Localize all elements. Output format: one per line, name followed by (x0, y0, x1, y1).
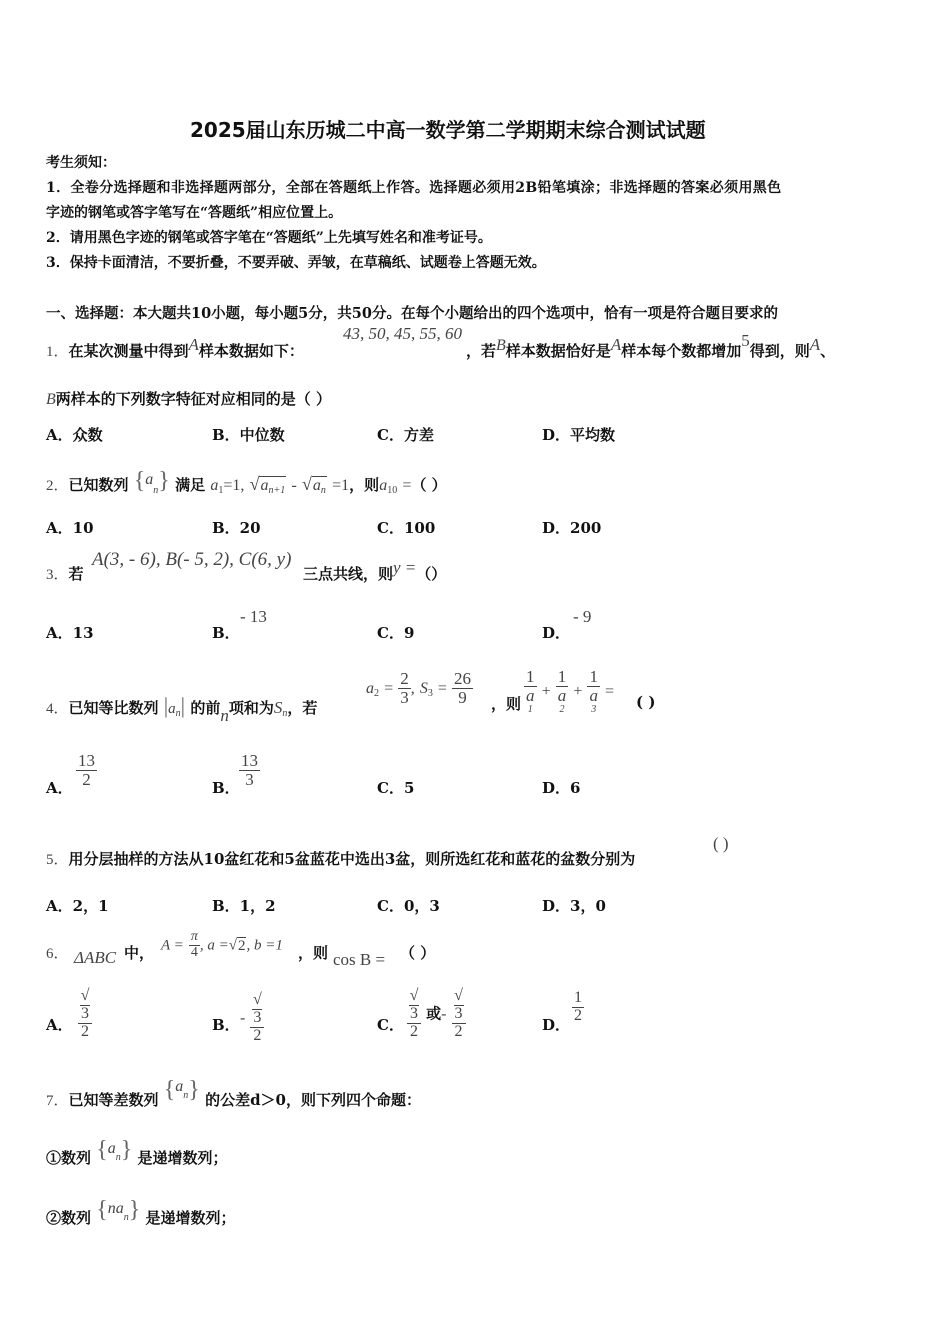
q1-option-b[interactable]: B．中位数 (212, 426, 285, 444)
q1-option-a[interactable]: A．众数 (46, 426, 103, 444)
q7-proposition-2: ②数列 $\{na^n\}$ 是递增数列； (46, 1197, 236, 1227)
q6-then: ，则 (298, 944, 329, 962)
q1-option-d[interactable]: D．平均数 (542, 426, 616, 444)
q3-option-c[interactable]: C．9 (377, 624, 415, 642)
q6-triangle: ΔABC (74, 948, 117, 967)
q5-option-c[interactable]: C．0，3 (377, 897, 440, 915)
q4-then: ，则 (491, 695, 522, 713)
q5-paren: ( ) (713, 834, 729, 853)
notice-item-1: 1．全卷分选择题和非选择题两部分，全部在答题纸上作答。选择题必须用2B铅笔填涂；非选择题的答案必须用黑色 (46, 180, 782, 196)
question-3-cont: 三点共线，则y =（） (303, 558, 447, 583)
question-1-cont: ，若B样本数据恰好是A样本每个数都增加5得到，则A、 (466, 331, 836, 360)
q6-option-b[interactable]: B． (212, 1016, 240, 1034)
question-1: 1．在某次测量中得到A样本数据如下： (46, 335, 304, 360)
q4-option-d[interactable]: D．6 (542, 779, 581, 797)
question-5: 5．用分层抽样的方法从10盆红花和5盆蓝花中选出3盆，则所选红花和蓝花的盆数分别为 (46, 850, 636, 868)
notice-item-2: 2．请用黑色字迹的钢笔或答字笔在“答题纸”上先填写姓名和准考证号。 (46, 230, 492, 246)
q7-proposition-1: ①数列 $\{a^n\}$ 是递增数列； (46, 1137, 228, 1167)
page-title: 2025届山东历城二中高一数学第二学期期末综合测试试题 (190, 118, 706, 142)
q6-paren: （ ） (400, 944, 436, 962)
question-1-line2: B两样本的下列数字特征对应相同的是（ ） (46, 390, 332, 408)
q2-option-a[interactable]: A．10 (46, 519, 94, 537)
q3-option-b-value: - 13 (240, 607, 267, 626)
q6-zhong: 中， (124, 944, 155, 962)
q3-option-d-value: - 9 (573, 607, 592, 626)
section-heading: 一、选择题：本大题共10小题，每小题5分，共50分。在每个小题给出的四个选项中，恰有一项是符合题目要求的 (46, 305, 778, 322)
notice-item-3: 3．保持卡面清洁，不要折叠，不要弄破、弄皱，在草稿纸、试题卷上答题无效。 (46, 255, 546, 271)
q2-option-d[interactable]: D．200 (542, 519, 602, 537)
q4-option-a-value: $\frac{13}{2}$ (78, 751, 95, 789)
q4-option-a[interactable]: A． (46, 779, 73, 797)
q6-option-c-value: √ 3 2 或- √ 3 2 (407, 988, 466, 1040)
q1-data: 43, 50, 45, 55, 60 (343, 324, 462, 343)
q3-points: A(3, - 6), B(- 5, 2), C(6, y) (92, 549, 292, 570)
question-3: 3．若 (46, 565, 84, 583)
q5-option-a[interactable]: A．2，1 (46, 897, 109, 915)
q6-option-d[interactable]: D． (542, 1016, 571, 1034)
question-6: 6． (46, 946, 69, 962)
q2-option-b[interactable]: B．20 (212, 519, 261, 537)
notice-item-1-cont: 字迹的钢笔或答字笔写在“答题纸”相应位置上。 (46, 205, 343, 221)
q6-condition: A = $\frac{\pi}{4}$ , a =√2, b =1 (161, 929, 283, 960)
q6-option-d-value: $\frac{1}{2}$ (574, 989, 582, 1024)
q4-condition: $a_2$ = $\frac{2}{3}$ , $S_3$ = $\frac{26}{9}$ (366, 669, 472, 707)
q4-option-b-value: $\frac{13}{3}$ (241, 751, 258, 789)
question-7: 7．已知等差数列 $\{a^n\}$ 的公差d＞0，则下列四个命题： (46, 1077, 421, 1109)
q6-option-a-value: √ 3 2 (78, 988, 92, 1040)
q1-option-c[interactable]: C．方差 (377, 426, 434, 444)
q6-option-b-value: - √ 3 2 (240, 992, 264, 1044)
q3-option-d[interactable]: D． (542, 624, 571, 642)
q4-option-c[interactable]: C．5 (377, 779, 415, 797)
question-4: 4．已知等比数列 $|a_n|$ 的前n项和为$S_n$，若 (46, 693, 318, 725)
q4-option-b[interactable]: B． (212, 779, 240, 797)
q4-expression: 1 a 1 + 1 a 2 + 1 a 3 = (526, 667, 615, 715)
q5-option-d[interactable]: D．3，0 (542, 897, 606, 915)
q2-option-c[interactable]: C．100 (377, 519, 436, 537)
q6-option-c[interactable]: C． (377, 1016, 404, 1034)
q3-option-b[interactable]: B． (212, 624, 240, 642)
q4-paren: ( ) (636, 693, 656, 711)
q6-cos: cos B = (333, 950, 386, 969)
q5-option-b[interactable]: B．1，2 (212, 897, 276, 915)
q3-option-a[interactable]: A．13 (46, 624, 94, 642)
q6-option-a[interactable]: A． (46, 1016, 73, 1034)
question-2: 2．已知数列 $\{a_n\}$ 满足 $a_1=1$, $√a_{n+1} - √a_n =1$，则$a_{10}$ =（ ） (46, 468, 447, 496)
notice-heading: 考生须知： (46, 155, 116, 171)
